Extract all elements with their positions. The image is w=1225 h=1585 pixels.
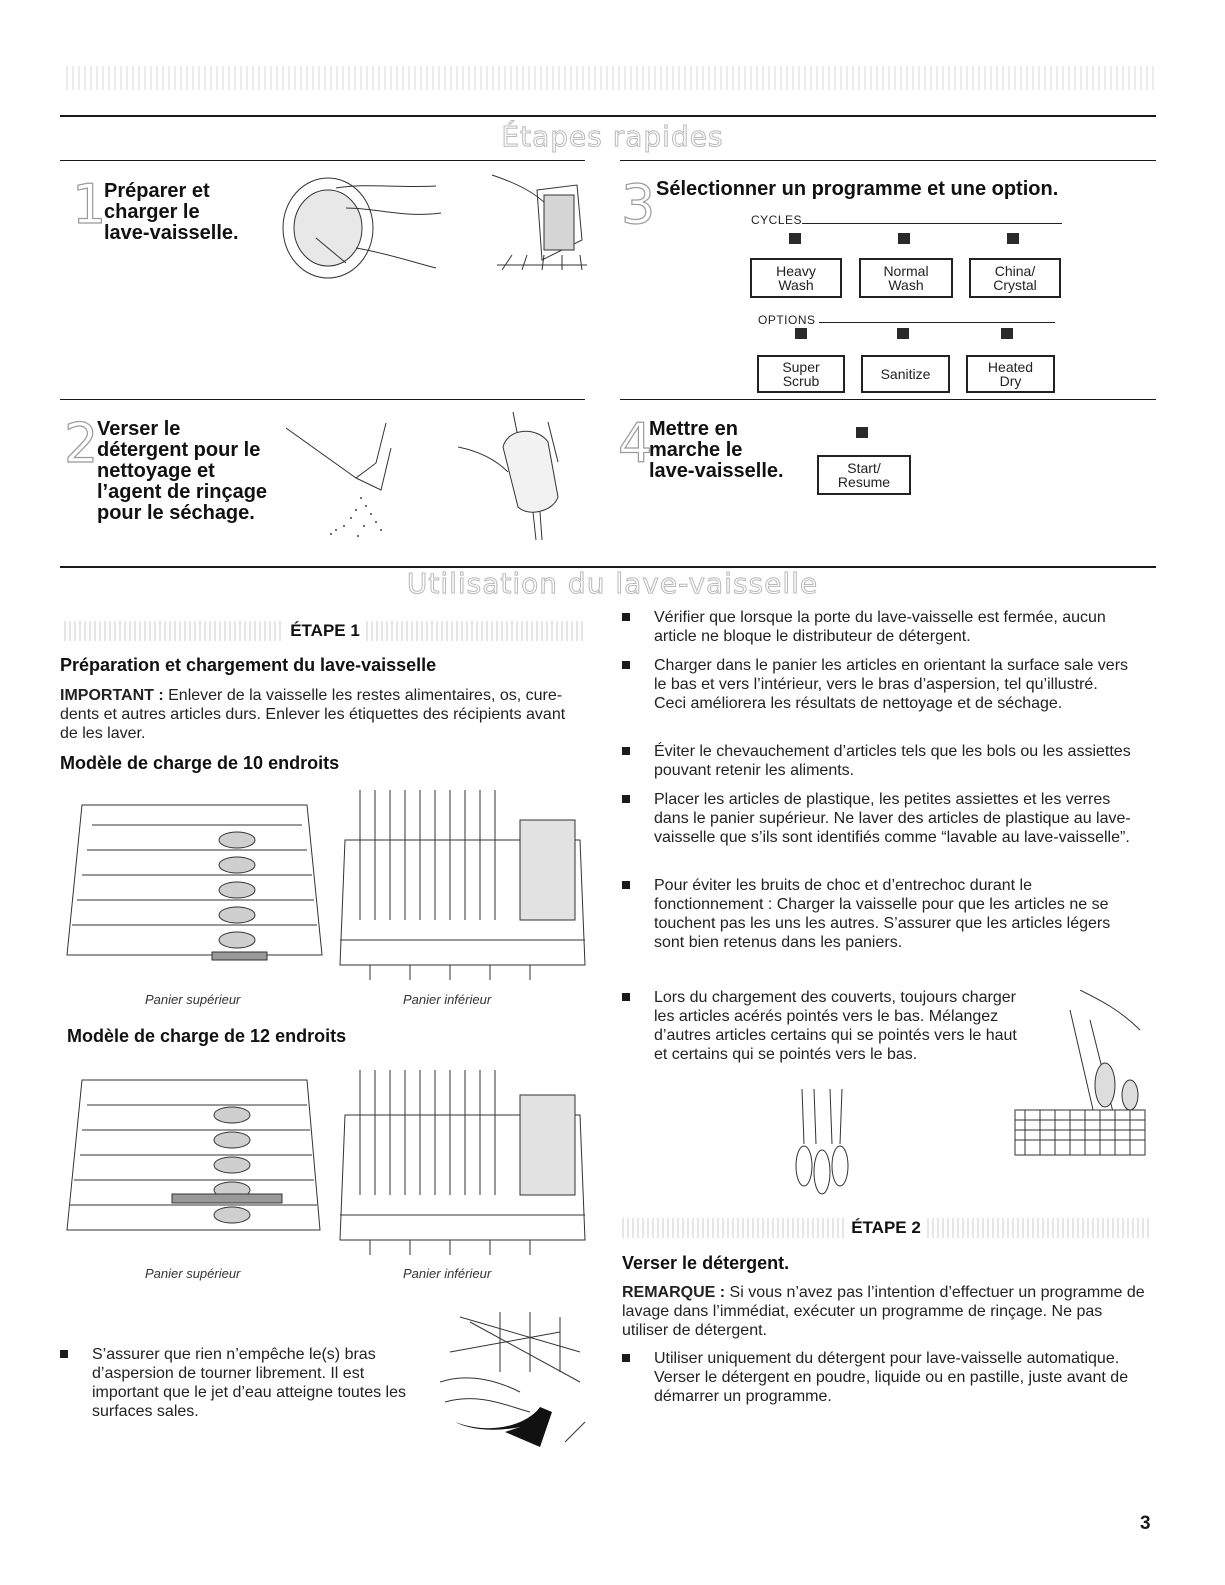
right-bullet-4 — [622, 790, 1134, 847]
upper-rack-12-illustration — [62, 1060, 327, 1255]
options-label: OPTIONS — [758, 313, 816, 327]
caption-lower-12: Panier inférieur — [403, 1266, 492, 1281]
divider-right-mid — [620, 399, 1156, 400]
page-title: Étapes rapides — [501, 120, 724, 153]
quick-steps-rule — [60, 160, 585, 161]
spray-arm-bullet — [60, 1345, 430, 1421]
bullet-marker — [60, 1350, 68, 1358]
bullet-marker — [622, 613, 630, 621]
step-2-number: 2 — [64, 412, 99, 475]
upper-rack-10-illustration — [62, 780, 327, 980]
divider-left-mid — [60, 399, 585, 400]
bullet-marker — [622, 747, 630, 755]
page-number: 3 — [1140, 1513, 1151, 1534]
step-3-text: Sélectionner un programme et une option. — [656, 178, 1059, 200]
cycles-line — [802, 223, 1062, 224]
bullet-marker — [622, 1354, 630, 1362]
step2-banner — [622, 1217, 1150, 1239]
bullet-marker — [622, 993, 630, 1001]
cycle-led-2 — [898, 233, 910, 244]
china-crystal-button[interactable]: China/ Crystal — [969, 258, 1061, 298]
caption-upper-10: Panier supérieur — [145, 992, 241, 1007]
option-led-2 — [897, 328, 909, 339]
bullet-marker — [622, 881, 630, 889]
lower-rack-10-illustration — [330, 780, 595, 980]
cutlery-bullet-text: Lors du chargement des couverts, toujours charger les articles acérés pointés vers le bas. Mélangez d’autres articles certains qui se pointés vers le haut et certains qui se pointés vers le bas. — [654, 989, 1017, 1063]
cutlery-basket-illustration — [1010, 990, 1150, 1165]
step2-label: ÉTAPE 2 — [851, 1218, 921, 1237]
start-resume-button[interactable]: Start/ Resume — [817, 455, 911, 495]
remarque-label: REMARQUE : — [622, 1284, 726, 1301]
right-bullet-4-text: Placer les articles de plastique, les petites assiettes et les verres dans le panier supérieur. Ne laver des articles de plastique au lave-vaisselle que s’ils sont identifiés comme “lavable au lave-vaisselle”. — [654, 791, 1131, 846]
detergent-bullet — [622, 1349, 1134, 1406]
spray-arm-bullet-text: S’assurer que rien n’empêche le(s) bras d’aspersion de tourner librement. Il est important que le jet d’eau atteigne toutes les surfaces sales. — [92, 1346, 406, 1420]
super-scrub-button[interactable]: Super Scrub — [757, 355, 845, 393]
lower-rack-12-illustration — [330, 1060, 595, 1255]
detergent-pouring-illustration — [286, 418, 406, 543]
cutlery-bullet — [622, 988, 1017, 1064]
step-4-number: 4 — [618, 412, 653, 475]
right-bullet-3-text: Éviter le chevauchement d’articles tels que les bols ou les assiettes pouvant retenir les aliments. — [654, 743, 1131, 779]
right-bullet-2 — [622, 656, 1134, 713]
cycles-label: CYCLES — [751, 213, 803, 227]
remarque-text: Si vous n’avez pas l’intention d’effectuer un programme de lavage dans l’immédiat, exécuter un programme de rinçage. Ne pas utiliser de détergent. — [622, 1284, 1145, 1339]
rinse-aid-illustration — [458, 412, 568, 542]
right-bullet-5-text: Pour éviter les bruits de choc et d’entrechoc durant le fonctionnement : Charger la vaisselle pour que les articles ne se touchent pas les uns les autres. S’assurer que les articles légers sont bien retenus dans les paniers. — [654, 877, 1111, 951]
step-1-number: 1 — [72, 173, 107, 236]
loading-rack-illustration — [482, 170, 592, 280]
right-bullet-1 — [622, 608, 1134, 646]
right-bullet-1-text: Vérifier que lorsque la porte du lave-vaisselle est fermée, aucun article ne bloque le distributeur de détergent. — [654, 609, 1106, 645]
sanitize-button[interactable]: Sanitize — [861, 355, 950, 393]
bullet-marker — [622, 661, 630, 669]
step1-label: ÉTAPE 1 — [290, 621, 360, 640]
remarque-paragraph — [622, 1283, 1152, 1340]
options-line — [819, 322, 1055, 323]
model10-heading: Modèle de charge de 10 endroits — [60, 753, 340, 773]
bullet-marker — [622, 795, 630, 803]
heavy-wash-button[interactable]: Heavy Wash — [750, 258, 842, 298]
caption-upper-12: Panier supérieur — [145, 1266, 241, 1281]
heated-dry-button[interactable]: Heated Dry — [966, 355, 1055, 393]
important-text: Enlever de la vaisselle les restes alimentaires, os, cure-dents et autres articles durs. Enlever les étiquettes des récipients avant de les laver. — [60, 687, 566, 742]
start-led — [856, 427, 868, 438]
cycle-led-1 — [789, 233, 801, 244]
plate-scraping-illustration — [276, 168, 446, 288]
right-bullet-2-text: Charger dans le panier les articles en orientant la surface sale vers le bas et vers l’intérieur, vers le bras d’aspersion, tel qu’illustré. Ceci améliorera les résultats de nettoyage et de séchage. — [654, 657, 1129, 712]
step-2-text: Verser le détergent pour le nettoyage et l’agent de rinçage pour le séchage. — [97, 418, 268, 524]
option-led-1 — [795, 328, 807, 339]
important-paragraph — [60, 686, 580, 743]
quick-steps-rule-right — [620, 160, 1156, 161]
top-rule — [60, 115, 1156, 117]
step1-banner — [64, 620, 586, 642]
important-label: IMPORTANT : — [60, 687, 164, 704]
model12-heading: Modèle de charge de 12 endroits — [67, 1026, 347, 1046]
step2-heading: Verser le détergent. — [622, 1253, 790, 1273]
normal-wash-button[interactable]: Normal Wash — [859, 258, 953, 298]
cycle-led-3 — [1007, 233, 1019, 244]
spray-arm-illustration — [440, 1312, 590, 1452]
right-bullet-5 — [622, 876, 1134, 952]
step-1-text: Préparer et charger le lave-vaisselle. — [104, 180, 239, 244]
usage-title: Utilisation du lave-vaisselle — [406, 567, 819, 600]
step1-heading: Préparation et chargement du lave-vaisselle — [60, 655, 437, 675]
header-banner — [66, 66, 1156, 90]
option-led-3 — [1001, 328, 1013, 339]
step-4-text: Mettre en marche le lave-vaisselle. — [649, 418, 784, 482]
utensils-illustration — [790, 1084, 860, 1204]
step-3-number: 3 — [621, 173, 656, 236]
caption-lower-10: Panier inférieur — [403, 992, 492, 1007]
right-bullet-3 — [622, 742, 1134, 780]
detergent-bullet-text: Utiliser uniquement du détergent pour lave-vaisselle automatique. Verser le détergent en poudre, liquide ou en pastille, juste avant de démarrer un programme. — [654, 1350, 1129, 1405]
